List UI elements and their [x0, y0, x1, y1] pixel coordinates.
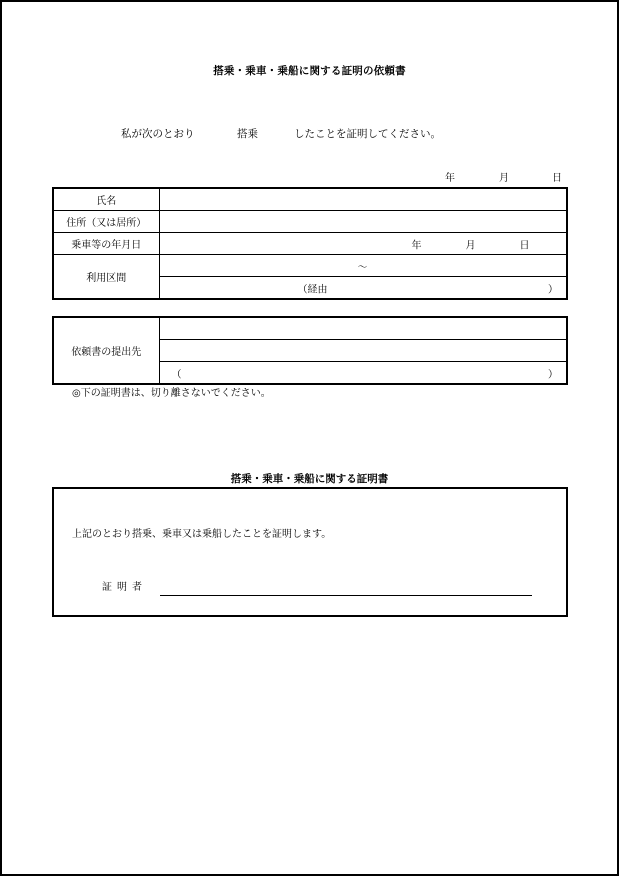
certificate-box	[52, 487, 568, 617]
paren-close: ）	[548, 369, 558, 380]
request-text-boarding: 搭乗	[237, 128, 258, 140]
boarding-month: 月	[465, 240, 476, 251]
via-close: ）	[548, 284, 558, 295]
certifier-label: 証明者	[102, 582, 147, 593]
address-label: 住所（又は居所）	[53, 211, 159, 233]
request-text-2: したことを証明してください。	[294, 128, 441, 140]
name-label: 氏名	[53, 188, 159, 211]
submit-to-field-2[interactable]	[159, 340, 567, 362]
date-year: 年	[445, 173, 455, 184]
signature-line[interactable]	[160, 595, 532, 596]
route-tilde: ～	[357, 262, 368, 273]
certificate-text: 上記のとおり搭乗、乗車又は乗船したことを証明します。	[72, 529, 332, 540]
request-title: 搭乗・乗車・乗船に関する証明の依頼書	[213, 65, 406, 77]
boarding-year: 年	[411, 240, 422, 251]
submission-table	[52, 316, 568, 385]
route-via-field[interactable]	[159, 277, 567, 300]
submit-to-field-1[interactable]	[159, 317, 567, 340]
date-month: 月	[499, 173, 509, 184]
certificate-title: 搭乗・乗車・乗船に関する証明書	[230, 473, 389, 485]
request-text-1: 私が次のとおり	[121, 128, 195, 140]
name-field[interactable]	[159, 188, 567, 211]
submit-to-field-3[interactable]	[159, 362, 567, 385]
date-day: 日	[552, 173, 562, 184]
detach-note: ◎下の証明書は、切り離さないでください。	[72, 388, 271, 399]
via-open: （経由	[297, 284, 328, 295]
submit-to-label: 依頼書の提出先	[53, 317, 159, 384]
address-field[interactable]	[159, 211, 567, 233]
boarding-date-field[interactable]	[159, 233, 567, 255]
route-from-to-field[interactable]	[159, 255, 567, 277]
paren-open: （	[171, 369, 182, 380]
boarding-day: 日	[519, 240, 530, 251]
request-form-table	[52, 187, 568, 300]
boarding-date-label: 乗車等の年月日	[53, 233, 159, 255]
route-label: 利用区間	[53, 255, 159, 300]
